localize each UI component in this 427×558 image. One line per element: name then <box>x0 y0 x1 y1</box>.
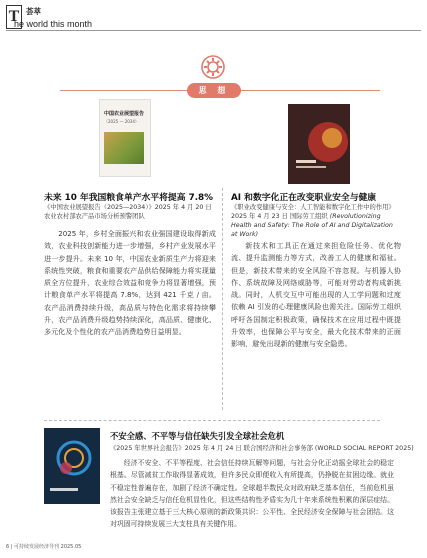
article-title-left: 未来 10 年我国粮食单产水平将提高 7.8% <box>44 193 213 203</box>
article-source-bottom: 《2025 年世界社会报告》2025 年 4 月 24 日 联合国经济和社会事务部 (WORLD SOCIAL REPORT 2025) <box>110 445 414 452</box>
article-body-bottom: 经济不安全、不平等程度、社会信任持续瓦解等问题，与社会分化正动摇全球社会的稳定根基。尽管减贫工作取得显著成效，但许多民众即便收入有所提高，仍挣脱在贫困边缘。就业不稳定性普遍存在，加剧了经济不确定性。全球超半数民众对政府缺乏基本信任，当前危机虽然社会安全缺乏与信任危机显性化，但这些结构性矛盾实为几十年来系统性积累的深层症结。该报告主张建立基于三大核心原则的新政策共识：公平性、全民经济安全保障与社会团结。这对巩固可持续发展三大支柱具有关键作用。 <box>110 459 394 529</box>
section-name-en: he world this month <box>14 19 93 29</box>
article-title-right: AI 和数字化正在改变职业安全与健康 <box>231 193 377 203</box>
article-body-left: 2025 年，乡村全面振兴和农业强国建设取得新成效，农业科技创新能力进一步增强，乡村产业发展水平进一步提升。未来 10 年，中国农业新质生产力将迎来系统性突破，粮食和重要农产品供给保障能力将实现量质全方位提升，农业综合效益和竞争力将显著增强，预计粮食单产水平将提高 7.8%，达到 421 千克 / 亩。农产品消费持续升级，高品质与特色化需求将持续攀升，农产品消费升级趋势持续深化，高品质、健康化、多元化及个性化的农产品消费趋势日益明显。 <box>44 229 216 337</box>
article-source-right-en: (Revolutionizing Health and Safety: The Role of AI and Digitalization at Work) <box>231 213 393 238</box>
article-body-right: 新技术和工具正在通过来担危险任务、优化物流、提升监测能力等方式，改善工人的健康和福祉。但是，新技术带来的安全风险不容忽视。与机器人协作、系统故障及网络威胁等，可能对劳动者构成新挑战。同时，人机交互中可能出现的人工学问题和过度依赖 AI 引发的心理健康风险也需关注。国际劳工组织呼吁各国制定积极政策，确保技术在应用过程中既提升效率，也保障公平与安全，最大化技术带来的正面影响，避免出现新的健康与安全隐患。 <box>231 241 401 349</box>
section-label: 思 想 <box>187 83 241 98</box>
header-divider <box>6 30 421 31</box>
column-divider <box>222 188 223 410</box>
bottom-divider <box>44 420 380 421</box>
article-source-left: 《中国农业展望报告（2025—2034）》2025 年 4 月 20 日农业农村部农产品市场分析预警团队 <box>44 204 212 220</box>
article-source-right <box>231 203 401 239</box>
masthead-letter: T <box>6 5 22 29</box>
article-title-bottom: 不安全感、不平等与信任缺失引发全球社会危机 <box>110 431 285 441</box>
book-cover-un <box>44 428 100 504</box>
gear-head-icon <box>200 54 226 80</box>
book-cover-ilo <box>288 104 350 184</box>
book-cover-agri-subtitle: （2025 — 2034） <box>104 119 139 124</box>
book-cover-agri-title: 中国农业展望报告 <box>104 111 145 117</box>
article-source-right-cn: 《职业改变健康与安全：人工智能和数字化工作中的作用》2025 年 4 月 23 日 国际劳工组织 <box>231 204 395 220</box>
page-footer: 6 | 可持续发展经济导刊 2025.05 <box>6 544 82 550</box>
section-name-cn: 荟萃 <box>26 7 41 16</box>
book-cover-agri-image <box>104 132 144 164</box>
